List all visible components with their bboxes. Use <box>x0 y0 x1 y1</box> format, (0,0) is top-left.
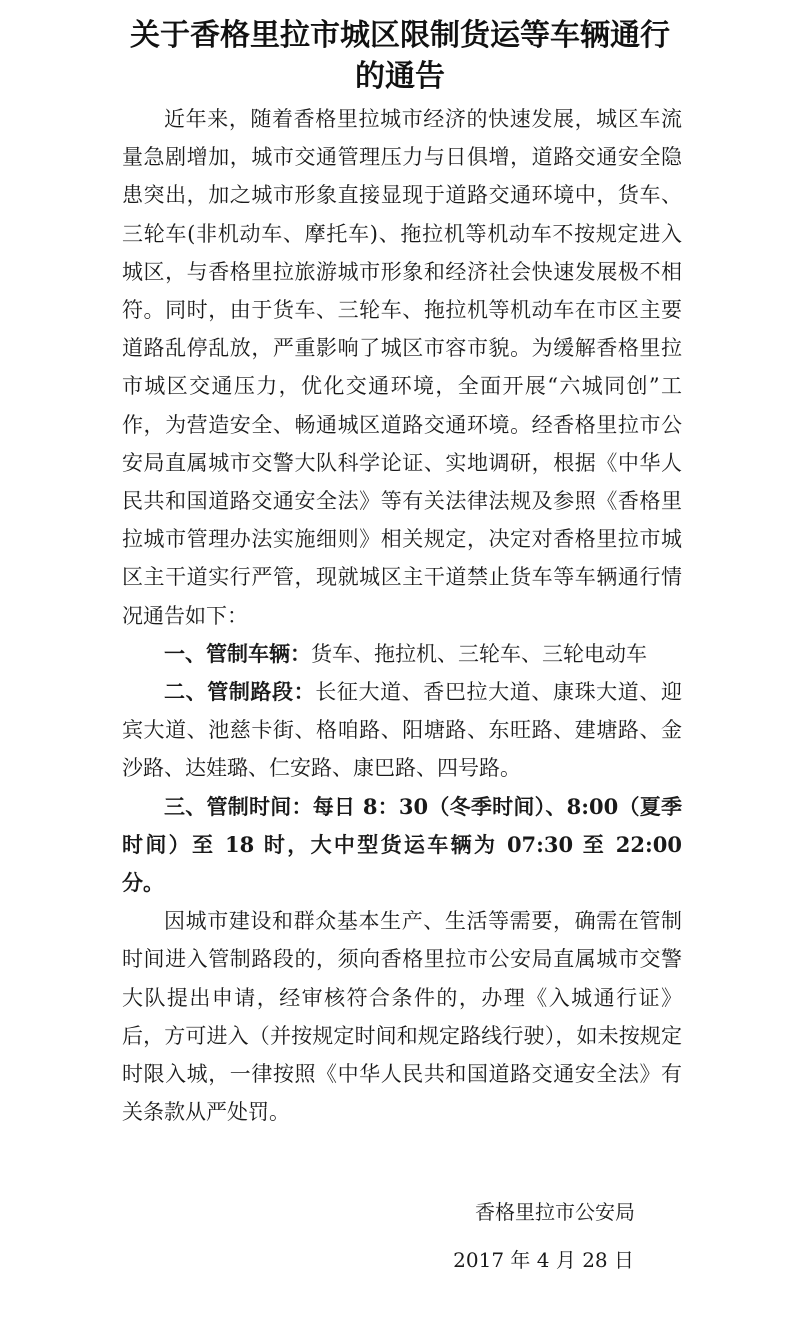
item-controlled-time: 三、管制时间：每日 8：30（冬季时间）、8:00（夏季时间）至 18 时，大中型货运车辆为 07:30 至 22:00 分。 <box>122 793 682 896</box>
signature-organization: 香格里拉市公安局 <box>475 1200 635 1224</box>
item-controlled-roads-text: 长征大道、香巴拉大道、康珠大道、迎宾大道、池慈卡街、格咱路、阳塘路、东旺路、建塘路、金沙路、达娃璐、仁安路、康巴路、四号路。 <box>122 680 683 781</box>
item-controlled-roads <box>122 673 682 788</box>
document-title-line-2: 的通告 <box>355 59 445 94</box>
document-body <box>122 100 682 1131</box>
closing-paragraph: 因城市建设和群众基本生产、生活等需要，确需在管制时间进入管制路段的，须向香格里拉市公安局直属城市交警大队提出申请，经审核符合条件的，办理《入城通行证》后，方可进入（并按规定时间和规定路线行驶），如未按规定时限入城，一律按照《中华人民共和国道路交通安全法》有关条款从严处罚。 <box>122 909 682 1125</box>
item-controlled-roads-label: 二、管制路段： <box>164 679 316 705</box>
item-controlled-vehicles <box>122 635 682 673</box>
signature-date: 2017 年 4 月 28 日 <box>453 1248 634 1272</box>
item-controlled-vehicles-text: 货车、拖拉机、三轮车、三轮电动车 <box>311 641 647 666</box>
intro-paragraph: 近年来，随着香格里拉城市经济的快速发展，城区车流量急剧增加，城市交通管理压力与日俱增，道路交通安全隐患突出，加之城市形象直接显现于道路交通环境中，货车、三轮车(非机动车、摩托车)、拖拉机等机动车不按规定进入城区，与香格里拉旅游城市形象和经济社会快速发展极不相符。同时，由于货车、三轮车、拖拉机等机动车在市区主要道路乱停乱放，严重影响了城区市容市貌。为缓解香格里拉市城区交通压力，优化交通环境，全面开展“六城同创”工作，为营造安全、畅通城区道路交通环境。经香格里拉市公安局直属城市交警大队科学论证、实地调研，根据《中华人民共和国道路交通安全法》等有关法律法规及参照《香格里拉城市管理办法实施细则》相关规定，决定对香格里拉市城区主干道实行严管，现就城区主干道禁止货车等车辆通行情况通告如下： <box>122 107 682 628</box>
item-controlled-vehicles-label: 一、管制车辆： <box>164 640 311 666</box>
document-title-line-1: 关于香格里拉市城区限制货运等车辆通行 <box>130 18 670 53</box>
